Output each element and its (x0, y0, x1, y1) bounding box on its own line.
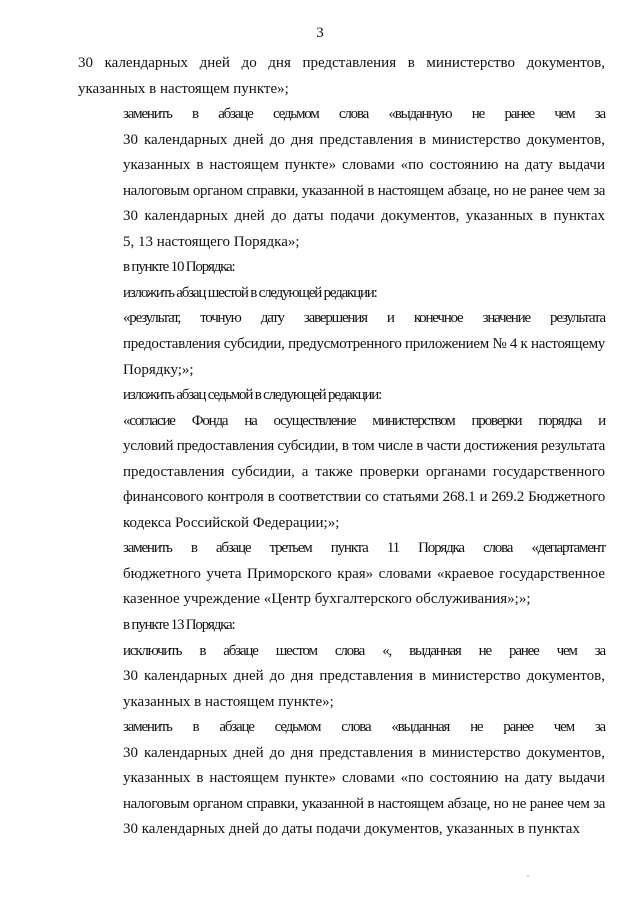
text-line: «согласие Фонда на осуществление министерством проверки порядка и (123, 412, 605, 429)
text-line: 5, 13 настоящего Порядка»; (123, 233, 300, 250)
page-number: 3 (316, 25, 324, 41)
text-line: указанных в настоящем пункте» словами «по состоянию на дату выдачи (123, 770, 605, 787)
paragraph (78, 281, 605, 307)
paragraph (78, 255, 605, 281)
text-line: 30 календарных дней до даты подачи документов, указанных в пунктах (123, 821, 580, 838)
text-line: налоговым органом справки, указанной в настоящем абзаце, но не ранее чем за (123, 795, 605, 812)
text-line: предоставления субсидии, а также проверки органами государственного (123, 463, 605, 480)
text-line: указанных в настоящем пункте»; (123, 693, 334, 710)
text-line: условий предоставления субсидии, в том числе в части достижения результата (123, 438, 605, 455)
text-line: изложить абзац шестой в следующей редакции: (123, 284, 377, 301)
text-line: 30 календарных дней до дня представления в министерство документов, (123, 744, 605, 761)
text-line: финансового контроля в соответствии со статьями 268.1 и 269.2 Бюджетного (123, 489, 605, 506)
text-line: в пункте 13 Порядка: (123, 617, 235, 634)
text-line: предоставления субсидии, предусмотренного приложением № 4 к настоящему (123, 336, 605, 353)
text-line: казенное учреждение «Центр бухгалтерского обслуживания»;»; (123, 591, 531, 608)
text-line: исключить в абзаце шестом слова «, выданная не ранее чем за (123, 642, 605, 659)
text-line: бюджетного учета Приморского края» словами «краевое государственное (123, 565, 605, 582)
text-line: «результат, точную дату завершения и конечное значение результата (123, 310, 605, 327)
text-line: 30 календарных дней до даты подачи документов, указанных в пунктах (123, 208, 605, 225)
paragraph (78, 51, 605, 102)
text-line: заменить в абзаце третьем пункта 11 Порядка слова «департамент (123, 540, 605, 557)
text-line: кодекса Российской Федерации;»; (123, 514, 340, 531)
document-body (78, 51, 605, 843)
text-line: в пункте 10 Порядка: (123, 259, 235, 276)
text-line: 30 календарных дней до дня представления в министерство документов, (123, 131, 605, 148)
text-line: изложить абзац седьмой в следующей редакции: (123, 387, 382, 404)
text-line: заменить в абзаце седьмом слова «выданная не ранее чем за (123, 719, 605, 736)
text-line: налоговым органом справки, указанной в настоящем абзаце, но не ранее чем за (123, 182, 605, 199)
text-line: Порядку;»; (123, 361, 194, 378)
paragraph (78, 715, 605, 843)
paragraph (78, 639, 605, 716)
paragraph (78, 613, 605, 639)
text-line: 30 календарных дней до дня представления в министерство документов, (78, 55, 605, 71)
paragraph (78, 306, 605, 383)
paragraph (78, 536, 605, 613)
paragraph (78, 409, 605, 537)
scan-artifact (527, 875, 529, 877)
text-line: заменить в абзаце седьмом слова «выданную не ранее чем за (123, 106, 605, 123)
paragraph (78, 102, 605, 255)
text-line: 30 календарных дней до дня представления в министерство документов, (123, 668, 605, 685)
text-line: указанных в настоящем пункте»; (78, 80, 289, 97)
text-line: указанных в настоящем пункте» словами «по состоянию на дату выдачи (123, 157, 605, 174)
paragraph (78, 383, 605, 409)
